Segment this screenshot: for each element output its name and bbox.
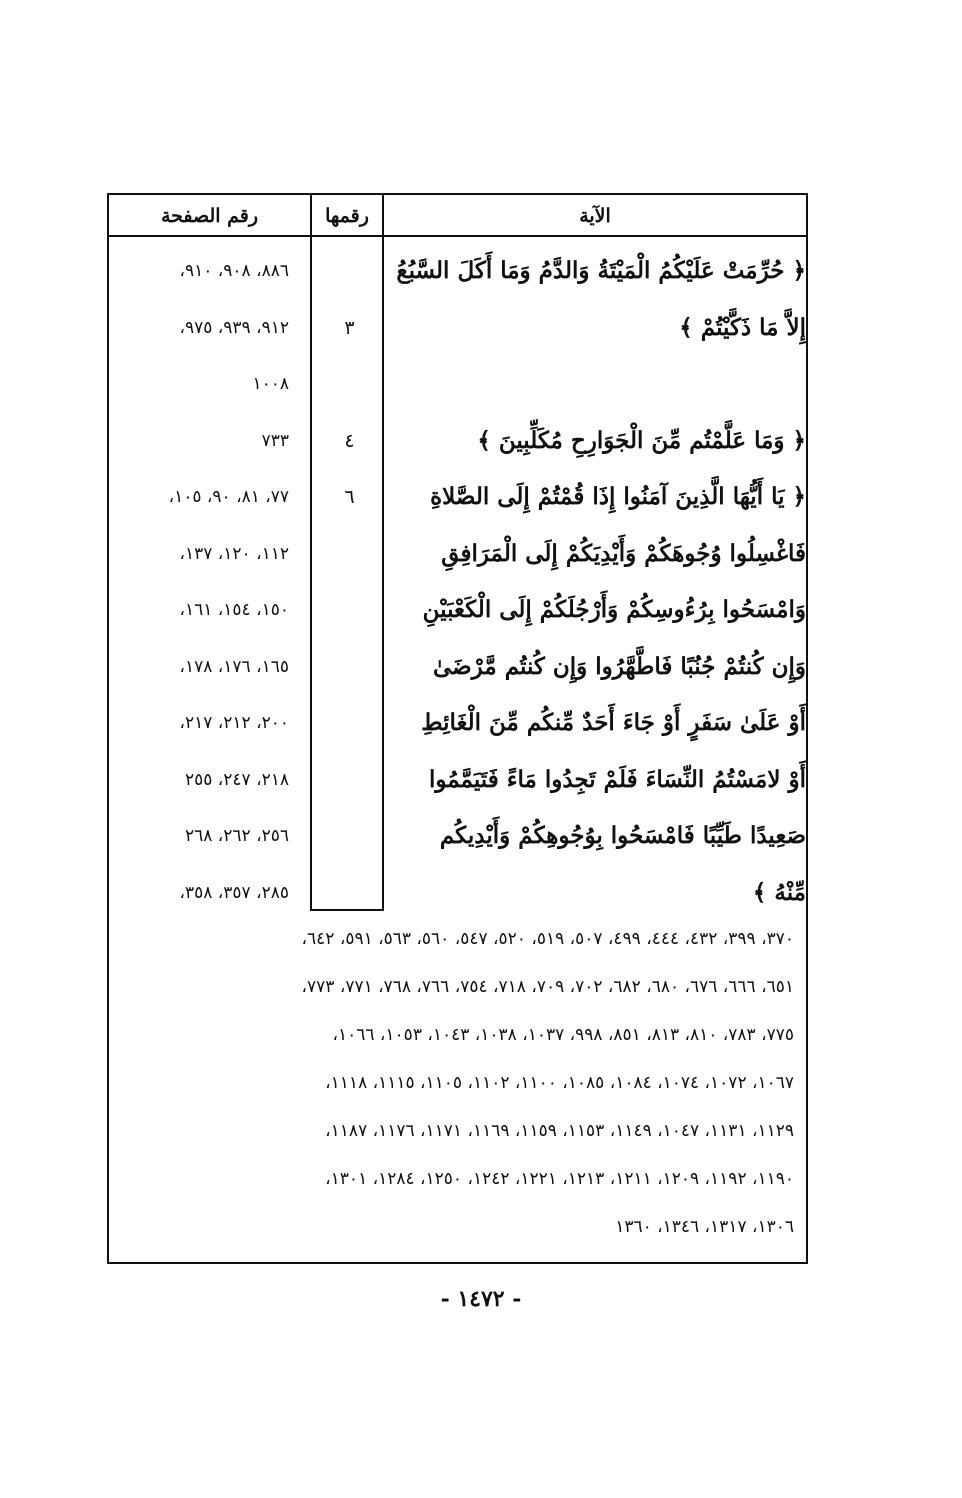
table-row [109, 582, 806, 638]
continued-page-line: ٣٧٠، ٣٩٩، ٤٣٢، ٤٤٤، ٤٩٩، ٥٠٧، ٥١٩، ٥٢٠، ٥٤٧، ٥٦٠، ٥٦٣، ٥٩١، ٦٤٢، [301, 929, 794, 949]
ayah-text: فَاغْسِلُوا وُجُوهَكُمْ وَأَيْدِيَكُمْ إِلَى الْمَرَافِقِ [441, 539, 806, 567]
page-references: ٧٧، ٨١، ٩٠، ١٠٥، [168, 487, 289, 507]
index-table [107, 193, 808, 1264]
page-references: ١٦٥، ١٧٦، ١٧٨، [179, 656, 289, 677]
ayah-text [380, 356, 806, 412]
table-row [109, 356, 806, 412]
page-references: ٢٠٠، ٢١٢، ٢١٧، [179, 713, 289, 733]
table-row [109, 752, 806, 808]
ayah-number [313, 526, 386, 582]
ayah-text: ﴿ حُرِّمَتْ عَلَيْكُمُ الْمَيْتَةُ وَالدَّمُ وَمَا أَكَلَ السَّبُعُ [396, 257, 806, 284]
table-row [109, 526, 806, 582]
ayah-number [313, 808, 386, 864]
ayah-text: أَوْ لامَسْتُمُ النِّسَاءَ فَلَمْ تَجِدُوا مَاءً فَتَيَمَّمُوا [428, 765, 806, 793]
page-references: ١١٢، ١٢٠، ١٣٧، [179, 543, 289, 564]
ayah-text: ﴿ وَمَا عَلَّمْتُم مِّنَ الْجَوَارِحِ مُكَلِّبِينَ ﴾ [477, 426, 806, 454]
continued-page-line: ٦٥١، ٦٦٦، ٦٧٦، ٦٨٠، ٦٨٢، ٧٠٢، ٧٠٩، ٧١٨، ٧٥٤، ٧٦٦، ٧٦٨، ٧٧١، ٧٧٣، [301, 977, 794, 997]
table-row [109, 808, 806, 864]
table-row [109, 865, 806, 921]
page-references: ١٥٠، ١٥٤، ١٦١، [179, 600, 289, 620]
ayah-number: ٤ [344, 429, 355, 452]
ayah-number [313, 695, 386, 751]
ayah-number: ٣ [344, 316, 355, 339]
continued-page-line: ١١٩٠، ١١٩٢، ١٢٠٩، ١٢١١، ١٢١٣، ١٢٢١، ١٢٤٢، ١٢٥٠، ١٢٨٤، ١٣٠١، [325, 1169, 794, 1189]
continued-page-line: ١٣٠٦، ١٣١٧، ١٣٤٦، ١٣٦٠ [615, 1217, 794, 1237]
table-row [109, 695, 806, 751]
page-references: ٨٨٦، ٩٠٨، ٩١٠، [179, 261, 289, 281]
table-row [109, 413, 806, 469]
page-references: ٧٣٣ [261, 430, 289, 451]
page-references: ١٠٠٨ [252, 374, 289, 394]
ayah-text: وَإِن كُنتُمْ جُنُبًا فَاطَّهَّرُوا وَإِن كُنتُم مَّرْضَىٰ [432, 652, 806, 680]
header-pages: رقم الصفحة [160, 205, 259, 227]
ayah-number [313, 639, 386, 695]
ayah-number [313, 865, 386, 921]
ayah-number [313, 752, 386, 808]
table-row [109, 243, 806, 299]
ayah-number [313, 356, 386, 412]
ayah-number [313, 243, 386, 299]
ayah-text: إِلاَّ مَا ذَكَّيْتُمْ ﴾ [679, 313, 806, 341]
page-references: ٢٨٥، ٣٥٧، ٣٥٨، [179, 882, 289, 903]
continued-page-line: ١١٢٩، ١١٣١، ١٠٤٧، ١١٤٩، ١١٥٣، ١١٥٩، ١١٦٩، ١١٧١، ١١٧٦، ١١٨٧، [325, 1121, 794, 1141]
page-references: ٩١٢، ٩٣٩، ٩٧٥، [179, 317, 289, 338]
ayah-number [313, 582, 386, 638]
header-number: رقمها [325, 205, 369, 227]
table-row [109, 469, 806, 525]
page-references: ٢٥٦، ٢٦٢، ٢٦٨ [185, 826, 289, 846]
page-number: - ١٤٧٢ - [440, 1286, 522, 1312]
continued-page-line: ١٠٦٧، ١٠٧٢، ١٠٧٤، ١٠٨٤، ١٠٨٥، ١١٠٠، ١١٠٢، ١١٠٥، ١١١٥، ١١١٨، [325, 1073, 794, 1093]
ayah-number: ٦ [344, 486, 355, 508]
ayah-text: صَعِيدًا طَيِّبًا فَامْسَحُوا بِوُجُوهِكُمْ وَأَيْدِيكُم [439, 822, 806, 849]
table-row [109, 639, 806, 695]
page-references: ٢١٨، ٢٤٧، ٢٥٥ [185, 769, 289, 790]
table-row [109, 300, 806, 356]
continued-page-line: ٧٧٥، ٧٨٣، ٨١٠، ٨١٣، ٨٥١، ٩٩٨، ١٠٣٧، ١٠٣٨، ١٠٤٣، ١٠٥٣، ١٠٦٦، [332, 1025, 794, 1045]
header-ayah: الآية [579, 205, 611, 227]
ayah-text: وَامْسَحُوا بِرُءُوسِكُمْ وَأَرْجُلَكُمْ إِلَى الْكَعْبَيْنِ [422, 596, 806, 623]
ayah-text: أَوْ عَلَىٰ سَفَرٍ أَوْ جَاءَ أَحَدٌ مِّنكُم مِّنَ الْغَائِطِ [421, 709, 806, 736]
ayah-text: ﴿ يَا أَيُّهَا الَّذِينَ آمَنُوا إِذَا قُمْتُمْ إِلَى الصَّلاةِ [430, 483, 806, 510]
ayah-text: مِّنْهُ ﴾ [752, 878, 806, 906]
